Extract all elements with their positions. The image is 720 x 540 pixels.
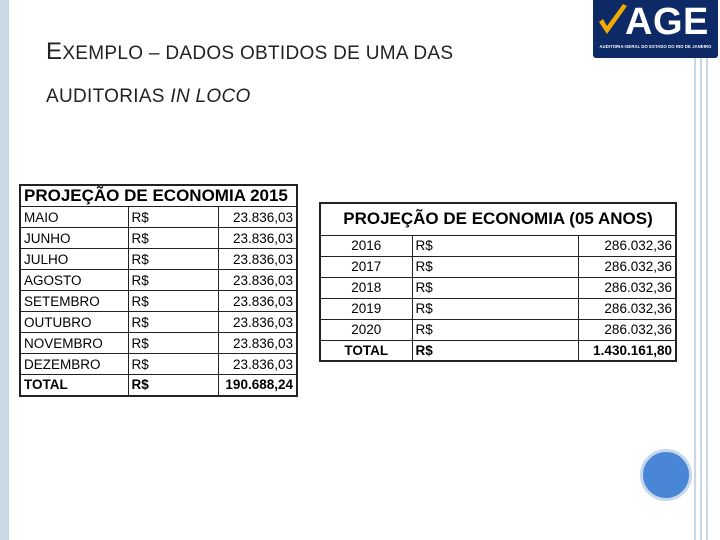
title-line-2 xyxy=(46,85,453,109)
month-cell: JUNHO xyxy=(20,228,128,249)
month-cell: DEZEMBRO xyxy=(20,354,128,375)
value-cell: 23.836,03 xyxy=(218,270,297,291)
year-cell: 2018 xyxy=(320,277,412,298)
currency-cell: R$ xyxy=(412,277,578,298)
currency-cell: R$ xyxy=(412,340,578,361)
currency-cell: R$ xyxy=(128,354,218,375)
left-decor-bar xyxy=(0,0,9,540)
logo-word: AGE xyxy=(625,1,709,43)
year-cell: 2017 xyxy=(320,256,412,277)
total-row xyxy=(320,340,676,361)
table-row xyxy=(20,312,297,333)
total-row xyxy=(20,375,297,396)
total-value: 1.430.161,80 xyxy=(578,340,676,361)
table-row xyxy=(320,256,676,277)
year-cell: 2019 xyxy=(320,298,412,319)
table-row xyxy=(320,319,676,340)
month-cell: AGOSTO xyxy=(20,270,128,291)
table-body xyxy=(20,207,297,396)
right-decor-line-3 xyxy=(706,0,708,540)
value-cell: 286.032,36 xyxy=(578,256,676,277)
value-cell: 23.836,03 xyxy=(218,249,297,270)
month-cell: MAIO xyxy=(20,207,128,228)
table-row xyxy=(20,207,297,228)
currency-cell: R$ xyxy=(128,291,218,312)
title-line-1-text: XEMPLO – DADOS OBTIDOS DE UMA DAS xyxy=(62,43,454,64)
logo-subtitle: AUDITORIA-GERAL DO ESTADO DO RIO DE JANEIRO xyxy=(599,44,712,49)
value-cell: 23.836,03 xyxy=(218,354,297,375)
year-cell: 2020 xyxy=(320,319,412,340)
right-decor-line-1 xyxy=(694,0,696,540)
currency-cell: R$ xyxy=(412,298,578,319)
currency-cell: R$ xyxy=(128,333,218,354)
currency-cell: R$ xyxy=(128,228,218,249)
table-header-row xyxy=(320,203,676,235)
title-line-2-text: AUDITORIAS xyxy=(46,86,171,107)
month-cell: NOVEMBRO xyxy=(20,333,128,354)
value-cell: 23.836,03 xyxy=(218,312,297,333)
currency-cell: R$ xyxy=(128,312,218,333)
table-header-row xyxy=(20,185,297,207)
currency-cell: R$ xyxy=(412,256,578,277)
value-cell: 23.836,03 xyxy=(218,228,297,249)
table-row xyxy=(20,354,297,375)
table-row xyxy=(20,291,297,312)
month-cell: SETEMBRO xyxy=(20,291,128,312)
table-economia-5-anos xyxy=(319,202,677,362)
year-cell: 2016 xyxy=(320,235,412,256)
value-cell: 286.032,36 xyxy=(578,319,676,340)
value-cell: 286.032,36 xyxy=(578,235,676,256)
total-value: 190.688,24 xyxy=(218,375,297,396)
table-row xyxy=(320,277,676,298)
age-logo xyxy=(593,0,718,58)
table-body xyxy=(320,235,676,361)
value-cell: 23.836,03 xyxy=(218,207,297,228)
total-label: TOTAL xyxy=(320,340,412,361)
currency-cell: R$ xyxy=(128,375,218,396)
currency-cell: R$ xyxy=(128,207,218,228)
title-line-2-italic: IN LOCO xyxy=(170,86,251,107)
title-line-1 xyxy=(46,40,453,66)
table-row xyxy=(20,270,297,291)
table-row xyxy=(20,333,297,354)
currency-cell: R$ xyxy=(128,249,218,270)
month-cell: JULHO xyxy=(20,249,128,270)
value-cell: 23.836,03 xyxy=(218,291,297,312)
table-title: PROJEÇÃO DE ECONOMIA 2015 xyxy=(20,185,297,207)
currency-cell: R$ xyxy=(412,235,578,256)
table-row xyxy=(20,228,297,249)
title-initial: E xyxy=(46,38,63,65)
right-decor-line-2 xyxy=(700,0,702,540)
month-cell: OUTUBRO xyxy=(20,312,128,333)
currency-cell: R$ xyxy=(128,270,218,291)
currency-cell: R$ xyxy=(412,319,578,340)
decorative-circle xyxy=(640,449,692,501)
table-economia-2015 xyxy=(19,184,298,397)
value-cell: 286.032,36 xyxy=(578,277,676,298)
slide-title xyxy=(46,40,453,109)
total-label: TOTAL xyxy=(20,375,128,396)
table-row xyxy=(320,298,676,319)
table-row xyxy=(20,249,297,270)
value-cell: 286.032,36 xyxy=(578,298,676,319)
value-cell: 23.836,03 xyxy=(218,333,297,354)
table-row xyxy=(320,235,676,256)
table-title: PROJEÇÃO DE ECONOMIA (05 ANOS) xyxy=(320,203,676,235)
